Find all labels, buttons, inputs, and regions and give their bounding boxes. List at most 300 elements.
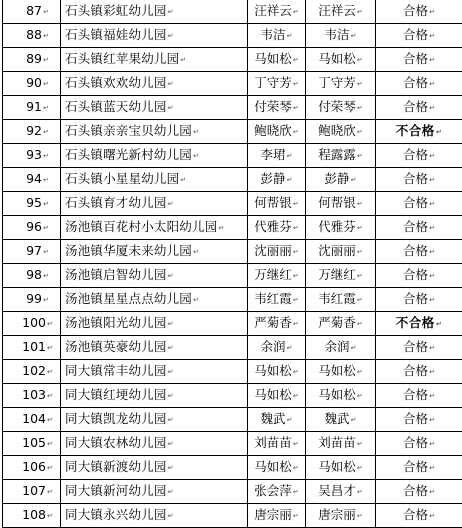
principal-name: 何帮银 [318,195,356,210]
paragraph-mark-icon: ↵ [168,344,174,352]
kindergarten-name-cell [61,288,248,312]
paragraph-mark-icon: ↵ [429,104,435,112]
paragraph-mark-icon: ↵ [357,464,363,472]
row-number-cell [3,96,61,120]
paragraph-mark-icon: ↵ [43,224,49,232]
row-number-cell [3,432,61,456]
legal-representative: 韦洁 [261,27,286,42]
paragraph-mark-icon: ↵ [357,296,363,304]
inspection-result: 合格 [403,195,428,210]
table-row [3,120,462,144]
legal-representative-cell [248,48,306,72]
principal-name-cell [306,480,376,504]
paragraph-mark-icon: ↵ [168,488,174,496]
legal-representative: 李珺 [261,147,286,162]
paragraph-mark-icon: ↵ [429,152,435,160]
paragraph-mark-icon: ↵ [168,320,174,328]
paragraph-mark-icon: ↵ [436,320,442,328]
paragraph-mark-icon: ↵ [357,392,363,400]
inspection-result: 合格 [403,75,428,90]
inspection-result: 合格 [403,363,428,378]
inspection-result-cell [376,216,462,240]
inspection-result: 合格 [403,387,428,402]
table-row [3,504,462,528]
kindergarten-name: 同大镇凯龙幼儿园 [65,411,167,426]
row-number-cell [3,0,61,24]
paragraph-mark-icon: ↵ [429,392,435,400]
inspection-result-cell [376,336,462,360]
principal-name: 代雅芬 [318,219,356,234]
kindergarten-name-cell [61,264,248,288]
principal-name: 韦洁 [325,27,350,42]
inspection-result: 合格 [403,243,428,258]
principal-name: 余润 [325,339,350,354]
legal-representative: 代雅芬 [254,219,292,234]
legal-representative-cell [248,168,306,192]
row-number-cell [3,384,61,408]
inspection-result: 合格 [403,411,428,426]
paragraph-mark-icon: ↵ [293,200,299,208]
paragraph-mark-icon: ↵ [357,200,363,208]
kindergarten-name-cell [61,48,248,72]
paragraph-mark-icon: ↵ [429,224,435,232]
row-number: 89 [26,51,42,66]
paragraph-mark-icon: ↵ [43,248,49,256]
paragraph-mark-icon: ↵ [357,104,363,112]
principal-name-cell [306,240,376,264]
legal-representative: 鲍晓欣 [254,123,292,138]
row-number: 94 [26,171,42,186]
paragraph-mark-icon: ↵ [43,104,49,112]
legal-representative: 唐宗丽 [254,507,292,522]
inspection-result-cell [376,384,462,408]
principal-name: 韦红霞 [318,291,356,306]
legal-representative: 魏武 [261,411,286,426]
row-number-cell [3,408,61,432]
inspection-result-cell [376,288,462,312]
inspection-result-cell [376,504,462,528]
principal-name: 彭静 [325,171,350,186]
inspection-result-cell [376,480,462,504]
table-row [3,432,462,456]
paragraph-mark-icon: ↵ [47,320,53,328]
legal-representative-cell [248,456,306,480]
principal-name-cell [306,432,376,456]
principal-name-cell [306,0,376,24]
paragraph-mark-icon: ↵ [47,416,53,424]
kindergarten-name-cell [61,360,248,384]
paragraph-mark-icon: ↵ [293,8,299,16]
inspection-result: 合格 [403,339,428,354]
inspection-result: 不合格 [396,123,435,138]
paragraph-mark-icon: ↵ [168,512,174,520]
paragraph-mark-icon: ↵ [429,440,435,448]
inspection-result: 合格 [403,51,428,66]
table-row [3,96,462,120]
paragraph-mark-icon: ↵ [168,392,174,400]
row-number: 105 [22,435,46,450]
paragraph-mark-icon: ↵ [357,8,363,16]
paragraph-mark-icon: ↵ [429,416,435,424]
row-number-cell [3,312,61,336]
paragraph-mark-icon: ↵ [293,392,299,400]
kindergarten-name: 同大镇红埂幼儿园 [65,387,167,402]
row-number: 103 [22,387,46,402]
principal-name-cell [306,312,376,336]
row-number: 96 [26,219,42,234]
paragraph-mark-icon: ↵ [293,104,299,112]
principal-name: 马如松 [318,51,356,66]
inspection-result: 合格 [403,147,428,162]
paragraph-mark-icon: ↵ [287,152,293,160]
principal-name-cell [306,192,376,216]
paragraph-mark-icon: ↵ [47,464,53,472]
legal-representative: 付荣琴 [254,99,292,114]
kindergarten-name-cell [61,408,248,432]
paragraph-mark-icon: ↵ [193,152,199,160]
inspection-result: 合格 [403,459,428,474]
paragraph-mark-icon: ↵ [47,440,53,448]
legal-representative-cell [248,216,306,240]
legal-representative-cell [248,192,306,216]
inspection-result-cell [376,168,462,192]
row-number-cell [3,144,61,168]
paragraph-mark-icon: ↵ [47,344,53,352]
kindergarten-name: 汤池镇百花村小太阳幼儿园 [65,219,217,234]
paragraph-mark-icon: ↵ [357,248,363,256]
legal-representative: 严菊香 [254,315,292,330]
inspection-result: 合格 [403,171,428,186]
row-number: 106 [22,459,46,474]
principal-name-cell [306,456,376,480]
row-number-cell [3,336,61,360]
paragraph-mark-icon: ↵ [357,440,363,448]
kindergarten-name-cell [61,120,248,144]
paragraph-mark-icon: ↵ [193,248,199,256]
paragraph-mark-icon: ↵ [287,416,293,424]
kindergarten-name: 汤池镇华厦未来幼儿园 [65,243,192,258]
table-row [3,408,462,432]
paragraph-mark-icon: ↵ [168,440,174,448]
paragraph-mark-icon: ↵ [168,200,174,208]
kindergarten-name: 石头镇小星星幼儿园 [65,171,179,186]
paragraph-mark-icon: ↵ [293,128,299,136]
inspection-result-cell [376,48,462,72]
paragraph-mark-icon: ↵ [429,512,435,520]
legal-representative-cell [248,24,306,48]
paragraph-mark-icon: ↵ [429,344,435,352]
legal-representative-cell [248,504,306,528]
legal-representative: 丁守芳 [254,75,292,90]
row-number: 87 [26,3,42,18]
legal-representative: 沈丽丽 [254,243,292,258]
principal-name-cell [306,216,376,240]
legal-representative-cell [248,384,306,408]
principal-name: 唐宗丽 [318,507,356,522]
inspection-result: 合格 [403,99,428,114]
legal-representative: 马如松 [254,387,292,402]
paragraph-mark-icon: ↵ [293,80,299,88]
paragraph-mark-icon: ↵ [429,368,435,376]
legal-representative-cell [248,120,306,144]
kindergarten-name-cell [61,480,248,504]
principal-name: 魏武 [325,411,350,426]
paragraph-mark-icon: ↵ [357,80,363,88]
inspection-result-cell [376,360,462,384]
inspection-result: 合格 [403,291,428,306]
inspection-result-cell [376,96,462,120]
table-row [3,456,462,480]
paragraph-mark-icon: ↵ [43,272,49,280]
table-row [3,216,462,240]
legal-representative-cell [248,312,306,336]
principal-name: 万继红 [318,267,356,282]
paragraph-mark-icon: ↵ [47,392,53,400]
inspection-result: 不合格 [396,315,435,330]
legal-representative-cell [248,480,306,504]
kindergarten-inspection-table [2,0,462,528]
row-number: 88 [26,27,42,42]
legal-representative: 何帮银 [254,195,292,210]
paragraph-mark-icon: ↵ [293,248,299,256]
legal-representative: 彭静 [261,171,286,186]
legal-representative-cell [248,360,306,384]
table-row [3,24,462,48]
paragraph-mark-icon: ↵ [293,440,299,448]
table-row [3,384,462,408]
kindergarten-name-cell [61,384,248,408]
paragraph-mark-icon: ↵ [429,296,435,304]
inspection-result-cell [376,0,462,24]
kindergarten-name-cell [61,72,248,96]
principal-name-cell [306,120,376,144]
row-number: 92 [26,123,42,138]
kindergarten-name: 汤池镇英豪幼儿园 [65,339,167,354]
paragraph-mark-icon: ↵ [218,224,224,232]
table-body [3,0,462,528]
inspection-result-cell [376,120,462,144]
kindergarten-name: 汤池镇阳光幼儿园 [65,315,167,330]
paragraph-mark-icon: ↵ [293,272,299,280]
legal-representative: 刘苗苗 [254,435,292,450]
principal-name-cell [306,24,376,48]
row-number: 107 [22,483,46,498]
paragraph-mark-icon: ↵ [351,416,357,424]
row-number-cell [3,456,61,480]
kindergarten-name: 石头镇曙光新村幼儿园 [65,147,192,162]
principal-name: 马如松 [318,363,356,378]
legal-representative-cell [248,144,306,168]
kindergarten-name: 石头镇红苹果幼儿园 [65,51,179,66]
paragraph-mark-icon: ↵ [168,272,174,280]
paragraph-mark-icon: ↵ [287,344,293,352]
kindergarten-name: 同大镇农林幼儿园 [65,435,167,450]
paragraph-mark-icon: ↵ [429,56,435,64]
paragraph-mark-icon: ↵ [351,344,357,352]
paragraph-mark-icon: ↵ [293,464,299,472]
paragraph-mark-icon: ↵ [287,176,293,184]
paragraph-mark-icon: ↵ [193,296,199,304]
row-number-cell [3,216,61,240]
legal-representative: 张会萍 [254,483,292,498]
row-number: 93 [26,147,42,162]
principal-name-cell [306,336,376,360]
inspection-result-cell [376,240,462,264]
kindergarten-name-cell [61,312,248,336]
kindergarten-name-cell [61,456,248,480]
row-number-cell [3,240,61,264]
paragraph-mark-icon: ↵ [293,296,299,304]
inspection-result-cell [376,72,462,96]
paragraph-mark-icon: ↵ [429,464,435,472]
inspection-result-cell [376,264,462,288]
legal-representative: 万继红 [254,267,292,282]
paragraph-mark-icon: ↵ [293,320,299,328]
paragraph-mark-icon: ↵ [43,8,49,16]
paragraph-mark-icon: ↵ [357,320,363,328]
table-row [3,192,462,216]
paragraph-mark-icon: ↵ [293,368,299,376]
table-row [3,264,462,288]
paragraph-mark-icon: ↵ [357,272,363,280]
legal-representative-cell [248,264,306,288]
kindergarten-name: 石头镇彩虹幼儿园 [65,3,167,18]
paragraph-mark-icon: ↵ [287,32,293,40]
paragraph-mark-icon: ↵ [168,104,174,112]
paragraph-mark-icon: ↵ [43,32,49,40]
paragraph-mark-icon: ↵ [293,512,299,520]
paragraph-mark-icon: ↵ [43,296,49,304]
paragraph-mark-icon: ↵ [357,512,363,520]
kindergarten-name-cell [61,144,248,168]
row-number: 104 [22,411,46,426]
inspection-result: 合格 [403,483,428,498]
paragraph-mark-icon: ↵ [429,176,435,184]
paragraph-mark-icon: ↵ [47,368,53,376]
row-number: 97 [26,243,42,258]
inspection-result: 合格 [403,507,428,522]
row-number-cell [3,288,61,312]
principal-name: 程露露 [318,147,356,162]
principal-name-cell [306,168,376,192]
kindergarten-name: 汤池镇启智幼儿园 [65,267,167,282]
table-row [3,360,462,384]
principal-name-cell [306,48,376,72]
paragraph-mark-icon: ↵ [168,80,174,88]
kindergarten-name-cell [61,168,248,192]
row-number-cell [3,120,61,144]
principal-name: 刘苗苗 [318,435,356,450]
principal-name-cell [306,408,376,432]
paragraph-mark-icon: ↵ [47,512,53,520]
legal-representative-cell [248,240,306,264]
row-number-cell [3,360,61,384]
paragraph-mark-icon: ↵ [429,200,435,208]
legal-representative: 余润 [261,339,286,354]
kindergarten-name-cell [61,192,248,216]
table-row [3,480,462,504]
principal-name: 鲍晓欣 [318,123,356,138]
row-number: 100 [22,315,46,330]
paragraph-mark-icon: ↵ [429,80,435,88]
kindergarten-name: 同大镇新渡幼儿园 [65,459,167,474]
paragraph-mark-icon: ↵ [43,56,49,64]
kindergarten-name-cell [61,336,248,360]
paragraph-mark-icon: ↵ [43,152,49,160]
paragraph-mark-icon: ↵ [180,176,186,184]
legal-representative: 马如松 [254,459,292,474]
table-row [3,288,462,312]
paragraph-mark-icon: ↵ [193,128,199,136]
principal-name: 吴昌才 [318,483,356,498]
paragraph-mark-icon: ↵ [168,464,174,472]
legal-representative: 汪祥云 [254,3,292,18]
paragraph-mark-icon: ↵ [357,152,363,160]
paragraph-mark-icon: ↵ [436,128,442,136]
principal-name: 付荣琴 [318,99,356,114]
kindergarten-name: 同大镇常丰幼儿园 [65,363,167,378]
paragraph-mark-icon: ↵ [429,8,435,16]
principal-name: 丁守芳 [318,75,356,90]
principal-name: 汪祥云 [318,3,356,18]
table-row [3,144,462,168]
principal-name-cell [306,504,376,528]
table-row [3,48,462,72]
principal-name-cell [306,72,376,96]
inspection-result-cell [376,456,462,480]
principal-name-cell [306,384,376,408]
table-row [3,168,462,192]
principal-name-cell [306,360,376,384]
kindergarten-name: 石头镇欢欢幼儿园 [65,75,167,90]
table-row [3,0,462,24]
paragraph-mark-icon: ↵ [43,176,49,184]
row-number-cell [3,264,61,288]
row-number: 108 [22,507,46,522]
kindergarten-name-cell [61,432,248,456]
paragraph-mark-icon: ↵ [168,32,174,40]
legal-representative-cell [248,408,306,432]
paragraph-mark-icon: ↵ [429,272,435,280]
paragraph-mark-icon: ↵ [168,8,174,16]
paragraph-mark-icon: ↵ [429,32,435,40]
kindergarten-name: 同大镇永兴幼儿园 [65,507,167,522]
inspection-result: 合格 [403,27,428,42]
paragraph-mark-icon: ↵ [47,488,53,496]
principal-name: 马如松 [318,459,356,474]
legal-representative-cell [248,432,306,456]
row-number: 99 [26,291,42,306]
kindergarten-name: 石头镇育才幼儿园 [65,195,167,210]
kindergarten-name-cell [61,240,248,264]
paragraph-mark-icon: ↵ [43,128,49,136]
paragraph-mark-icon: ↵ [357,56,363,64]
inspection-result-cell [376,192,462,216]
inspection-result-cell [376,24,462,48]
inspection-result-cell [376,432,462,456]
paragraph-mark-icon: ↵ [43,80,49,88]
inspection-result: 合格 [403,435,428,450]
kindergarten-name: 石头镇亲亲宝贝幼儿园 [65,123,192,138]
paragraph-mark-icon: ↵ [357,128,363,136]
table-row [3,240,462,264]
row-number: 91 [26,99,42,114]
legal-representative-cell [248,72,306,96]
row-number: 98 [26,267,42,282]
principal-name-cell [306,264,376,288]
inspection-result: 合格 [403,267,428,282]
row-number: 90 [26,75,42,90]
